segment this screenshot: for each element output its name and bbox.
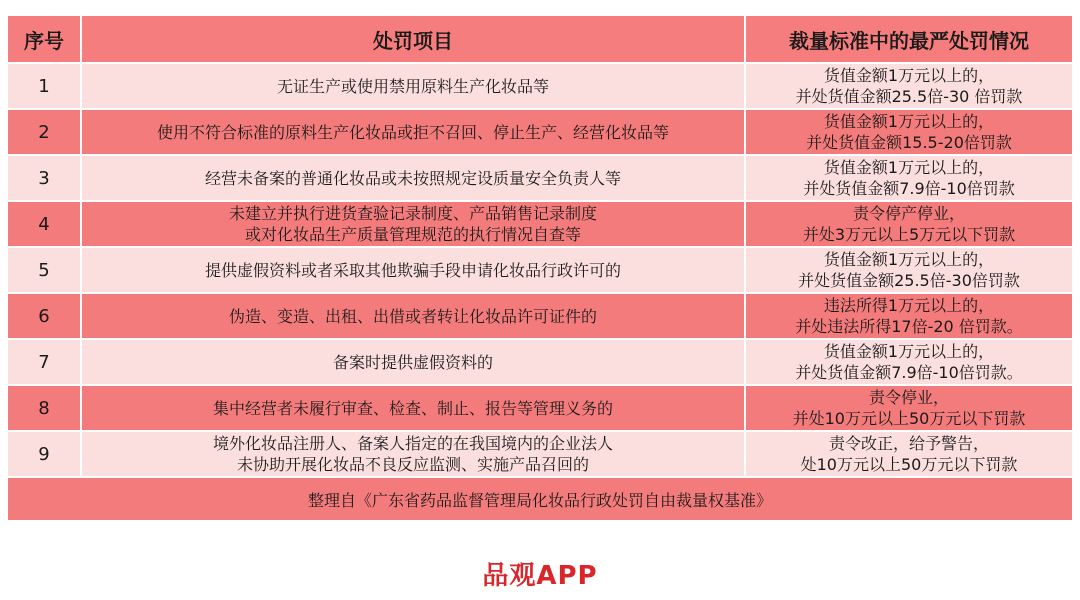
penalty-table-container [8, 14, 1072, 522]
table-row [8, 432, 1072, 476]
row-penalty [746, 432, 1072, 476]
row-item-line: 无证生产或使用禁用原料生产化妆品等 [276, 76, 549, 96]
row-item [82, 386, 746, 430]
row-item [82, 110, 746, 154]
row-number: 7 [8, 340, 82, 384]
brand-logo-text: 品观APP [482, 561, 598, 591]
row-penalty-line: 并处货值金额15.5-20倍罚款 [806, 133, 1012, 152]
row-penalty-line: 货值金额1万元以上的， [823, 112, 995, 131]
row-penalty-line: 货值金额1万元以上的， [823, 158, 995, 177]
row-penalty-line: 并处3万元以上5万元以下罚款 [802, 225, 1016, 244]
row-penalty-line: 并处违法所得17倍-20 倍罚款。 [795, 317, 1023, 336]
row-item-line: 提供虚假资料或者采取其他欺骗手段申请化妆品行政许可的 [204, 260, 621, 280]
row-item-line: 使用不符合标准的原料生产化妆品或拒不召回、停止生产、经营化妆品等 [156, 122, 669, 142]
table-row [8, 202, 1072, 246]
row-item [82, 432, 746, 476]
row-penalty-line: 并处货值金额25.5倍-30 倍罚款 [795, 87, 1023, 106]
row-item [82, 340, 746, 384]
row-penalty [746, 202, 1072, 246]
row-number: 5 [8, 248, 82, 292]
header-penalty: 裁量标准中的最严处罚情况 [746, 16, 1072, 62]
row-penalty [746, 64, 1072, 108]
row-penalty-line: 处10万元以上50万元以下罚款 [800, 455, 1018, 474]
row-penalty-line: 货值金额1万元以上的， [823, 250, 995, 269]
row-item-line: 未协助开展化妆品不良反应监测、实施产品召回的 [236, 455, 589, 474]
table-row [8, 156, 1072, 200]
row-number: 1 [8, 64, 82, 108]
row-penalty-line: 并处10万元以上50万元以下罚款 [792, 409, 1026, 428]
row-number: 8 [8, 386, 82, 430]
table-row [8, 110, 1072, 154]
table-row [8, 248, 1072, 292]
table-row [8, 64, 1072, 108]
row-item [82, 248, 746, 292]
table-header-row [8, 16, 1072, 62]
penalty-table [8, 14, 1072, 522]
row-penalty-line: 货值金额1万元以上的， [823, 342, 995, 361]
row-penalty-line: 并处货值金额7.9倍-10倍罚款。 [795, 363, 1023, 382]
row-item-line: 集中经营者未履行审查、检查、制止、报告等管理义务的 [212, 398, 613, 418]
table-row [8, 340, 1072, 384]
row-penalty-line: 货值金额1万元以上的， [823, 66, 995, 85]
table-row [8, 294, 1072, 338]
row-item-line: 伪造、变造、出租、出借或者转让化妆品许可证件的 [228, 306, 597, 326]
row-item [82, 294, 746, 338]
row-penalty [746, 248, 1072, 292]
row-item-line: 境外化妆品注册人、备案人指定的在我国境内的企业法人 [212, 434, 613, 453]
row-penalty [746, 110, 1072, 154]
row-number: 4 [8, 202, 82, 246]
row-item [82, 156, 746, 200]
row-number: 6 [8, 294, 82, 338]
row-penalty [746, 386, 1072, 430]
row-item-line: 备案时提供虚假资料的 [332, 352, 493, 372]
row-penalty-line: 责令停业， [868, 388, 949, 407]
row-penalty-line: 责令停产停业， [852, 204, 965, 223]
source-note: 整理自《广东省药品监督管理局化妆品行政处罚自由裁量权基准》 [8, 478, 1072, 520]
header-number: 序号 [8, 16, 82, 62]
row-penalty-line: 并处货值金额25.5倍-30倍罚款 [798, 271, 1020, 290]
row-number: 9 [8, 432, 82, 476]
row-number: 3 [8, 156, 82, 200]
row-penalty [746, 340, 1072, 384]
table-footer-row [8, 478, 1072, 520]
row-penalty-line: 责令改正，给予警告， [828, 434, 989, 453]
row-item-line: 经营未备案的普通化妆品或未按照规定设质量安全负责人等 [204, 168, 621, 188]
row-item [82, 64, 746, 108]
row-penalty-line: 并处货值金额7.9倍-10倍罚款 [803, 179, 1015, 198]
row-item-line: 未建立并执行进货查验记录制度、产品销售记录制度 [228, 204, 597, 223]
row-penalty [746, 156, 1072, 200]
row-item [82, 202, 746, 246]
row-item-line: 或对化妆品生产质量管理规范的执行情况自查等 [244, 225, 581, 244]
header-item: 处罚项目 [82, 16, 746, 62]
row-penalty-line: 违法所得1万元以上的， [823, 296, 995, 315]
table-row [8, 386, 1072, 430]
row-penalty [746, 294, 1072, 338]
row-number: 2 [8, 110, 82, 154]
